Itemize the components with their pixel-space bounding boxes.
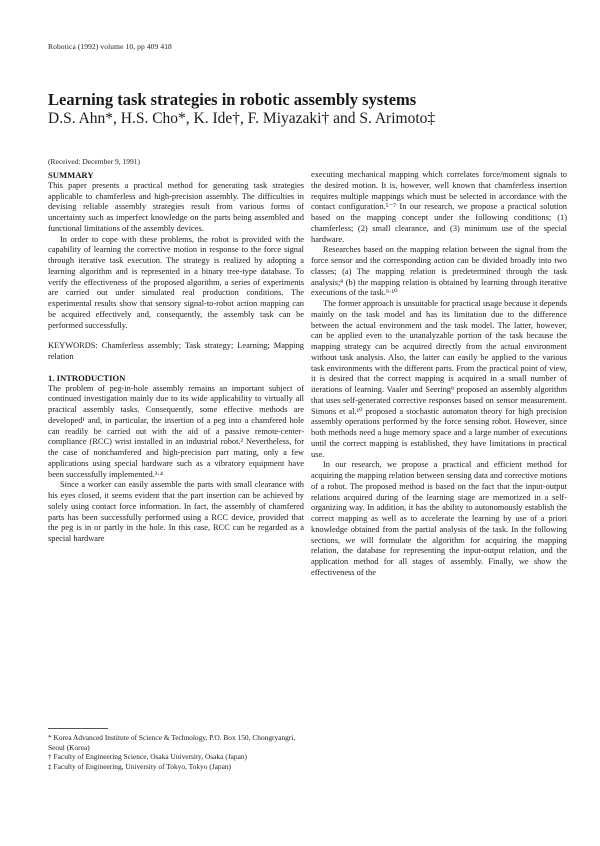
left-column xyxy=(48,170,304,545)
right-paragraph-2: Researches based on the mapping relation between the signal from the force sensor and the corresponding action can be divided broadly into two classes; (a) The mapping relation is predetermined through the task analysis;⁸ (b) the mapping relation is obtained by learning through iterative executions of the task.⁹·¹⁰ xyxy=(311,245,567,298)
summary-heading: SUMMARY xyxy=(48,170,94,180)
intro-paragraph-2: Since a worker can easily assemble the parts with small clearance with his eyes closed, it seems evident that the part insertion can be achieved by solely using contact force information. In fact, the assembly of chamfered parts has been successfully performed using a RCC device, provided that the peg is in or partly in the hole. In this case, RCC can be regarded as a special hardware xyxy=(48,480,304,543)
footnote-osaka: † Faculty of Engineering Science, Osaka University, Osaka (Japan) xyxy=(48,752,248,762)
summary-paragraph-2: In order to cope with these problems, the robot is provided with the capability of learning the corrective motion in response to the force signal through iterative task execution. The strategy is realized by adopting a learning algorithm and is represented in a binary tree-type database. To verify the effectiveness of the proposed algorithm, a series of experiments are carried out under simulated real production conditions. The experimental results show that sensory signal-to-robot action mapping can be acquired effectively and, consequently, the assembly task can be performed successfully. xyxy=(48,234,304,330)
journal-reference: Robotica (1992) volume 10, pp 409 418 xyxy=(48,42,172,51)
paper-title: Learning task strategies in robotic assembly systems xyxy=(48,90,417,109)
keywords: KEYWORDS: Chamferless assembly; Task strategy; Learning; Mapping relation xyxy=(48,341,304,361)
right-paragraph-3: The former approach is unsuitable for practical usage because it depends mainly on the task model and has its limitation due to the difference between the actual environment and the task model. The latter, however, can be applied even to the unanalyzable portion of the task because the mapping strategy can be acquired directly from the actual environment without task analysis. Also, the latter can easily be applied to the various task environments with the different parts. From the practical point of view, it is desired that the correct mapping is acquired in a small number of iterations of learning. Vaaler and Seering⁹ proposed an assembly algorithm that uses self-generated corrective responses based on sensor measurement. Simons et al.¹⁰ proposed a stochastic automaton theory for high precision assembly operations performed by the force sensing robot. However, since both methods need a huge memory space and a large number of executions until the correct mapping is established, they have limitations in practical use. xyxy=(311,299,567,459)
right-column xyxy=(311,170,567,579)
received-date: (Received: December 9, 1991) xyxy=(48,157,141,166)
right-paragraph-1: executing mechanical mapping which correlates force/moment signals to the desired motion. It is, however, well known that chamferless insertion requires multiple mappings which must be selected in accordance with the contact configuration.⁵⁻⁷ In our research, we propose a practical solution based on the mapping concept under the following conditions; (1) chamferless; (2) small clearance, and (3) minimum use of the special hardware. xyxy=(311,170,567,244)
footnote-kaist: * Korea Advanced Institute of Science & Technology, P.O. Box 150, Chongryangri, Seoul (Korea) xyxy=(48,733,296,752)
introduction-heading: 1. INTRODUCTION xyxy=(48,372,126,383)
footnote-tokyo: ‡ Faculty of Engineering, University of Tokyo, Tokyo (Japan) xyxy=(48,761,232,771)
intro-paragraph-1: The problem of peg-in-hole assembly remains an important subject of continued investigation mainly due to its wide applicability to virtually all practical assembly tasks. Consequently, some effective methods are developed¹ and, in particular, the insertion of a peg into a chamfered hole can readily be carried out with the aid of a passive remote-center-compliance (RCC) wrist installed in an industrial robot.² Nevertheless, for the case of nonchamfered and high-precision part mating, only a few applications using special hardware such as a vibratory equipment have been successfully implemented.³·⁴ xyxy=(48,383,304,479)
author-list: D.S. Ahn*, H.S. Cho*, K. Ide†, F. Miyazaki† and S. Arimoto‡ xyxy=(48,110,436,127)
right-paragraph-4: In our research, we propose a practical and efficient method for acquiring the mapping relation between sensing data and corrective motions of a robot. The proposed method is based on the fact that the input-output relations acquired during of the learning stage are memorized in a self-organizing way. In addition, it has the ability to autonomously establish the correct mapping as well as to accelerate the learning by use of a priori knowledge obtained from the partial analysis of the task. In the following sections, we will formulate the algorithm for acquiring the mapping relation, the database for representing the input-output relation, and the application method for all stages of assembly. Finally, we show the effectiveness of the xyxy=(311,460,567,577)
footnote-divider xyxy=(48,728,108,729)
summary-paragraph-1: This paper presents a practical method for generating task strategies applicable to chamferless and high-precision assembly. The difficulties in devising reliable assembly strategies result from various forms of uncertainty such as imperfect knowledge on the parts being assembled and functional limitations of the assembly devices. xyxy=(48,180,304,233)
affiliation-footnotes xyxy=(48,733,304,771)
